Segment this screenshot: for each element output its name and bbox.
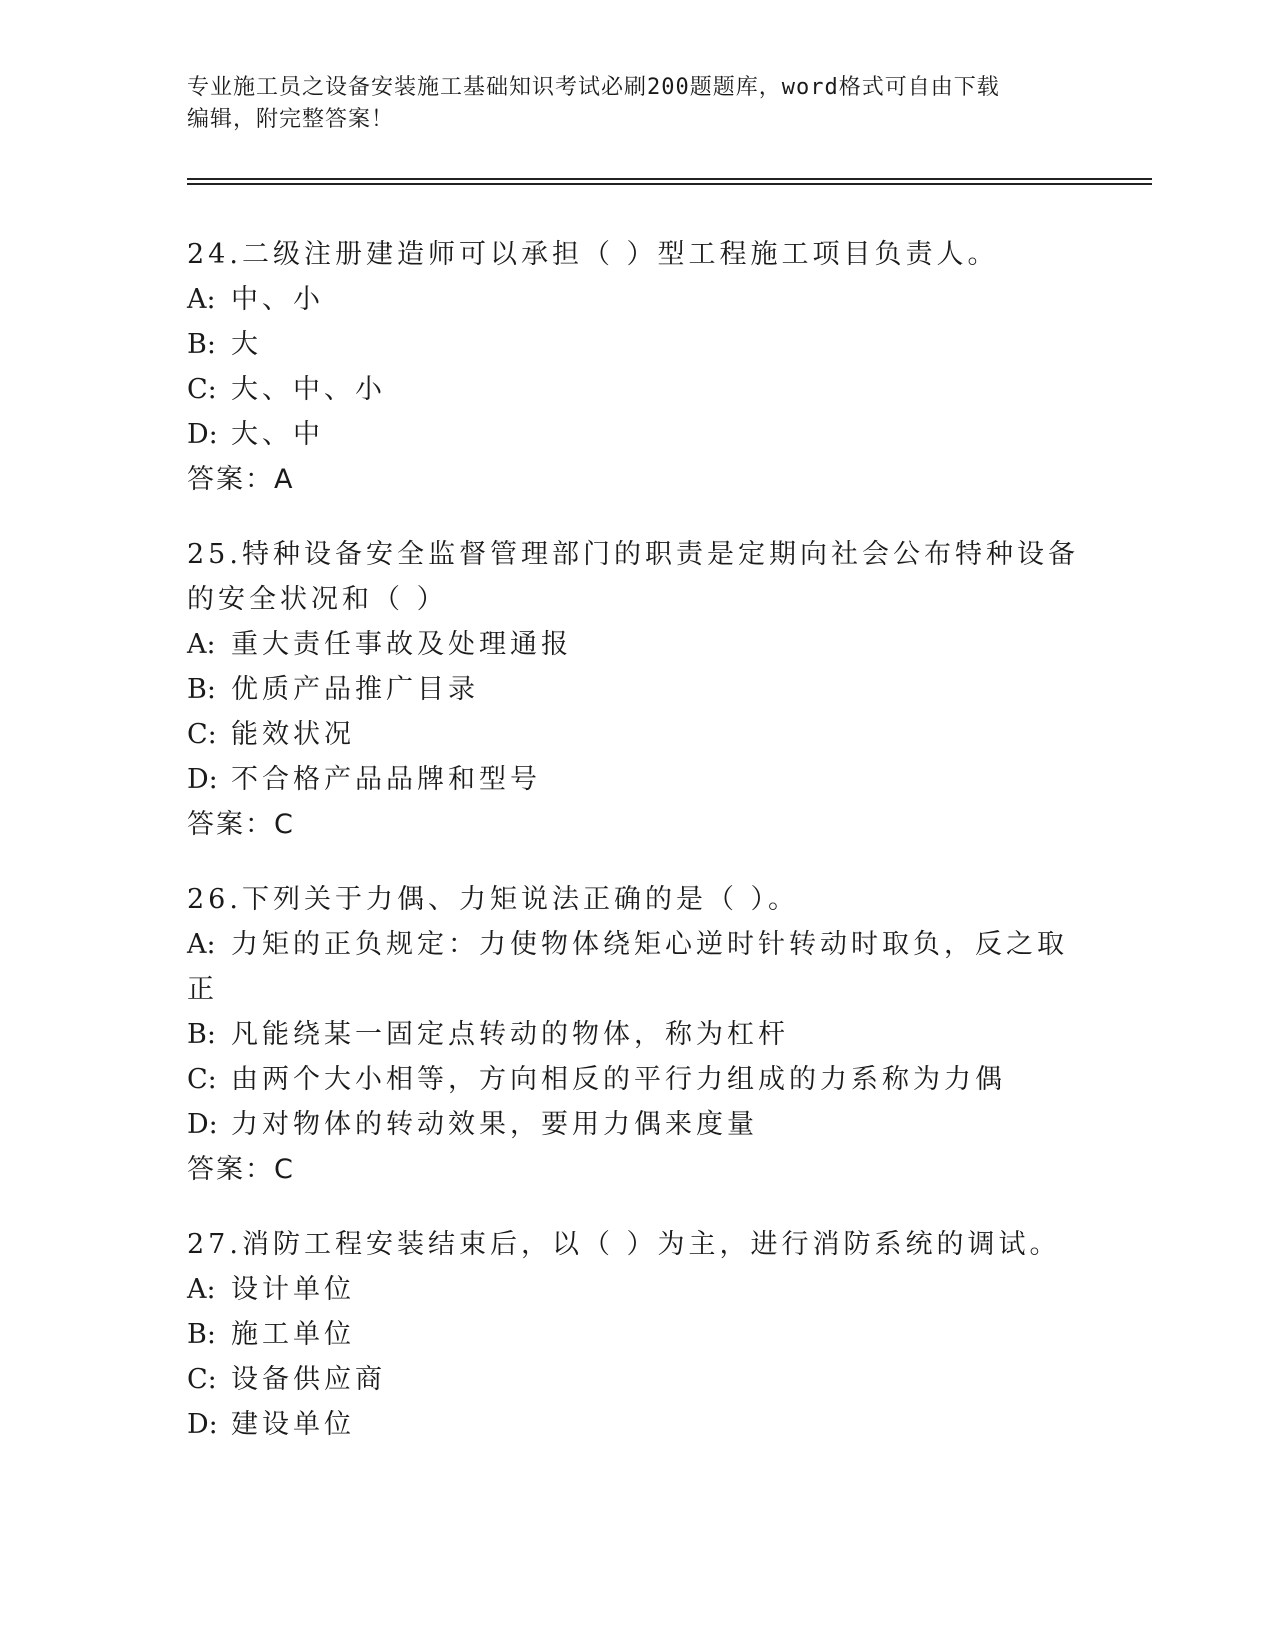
option-c: C: 大、中、小	[187, 374, 386, 405]
option-a: A: 力矩的正负规定：力使物体绕矩心逆时针转动时取负，反之取正	[187, 929, 1068, 1005]
question-25	[187, 532, 1087, 847]
question-title: 27.消防工程安装结束后，以（ ）为主，进行消防系统的调试。	[187, 1229, 1061, 1260]
answer-line: 答案：C	[187, 809, 295, 840]
answer-line: 答案：A	[187, 464, 295, 495]
question-24	[187, 232, 1087, 502]
header-line-2: 编辑，附完整答案！	[187, 107, 395, 132]
option-a: A: 中、小	[187, 284, 324, 315]
option-a: A: 设计单位	[187, 1274, 355, 1305]
option-c: C: 由两个大小相等，方向相反的平行力组成的力系称为力偶	[187, 1064, 1006, 1095]
header-divider-top	[187, 178, 1152, 180]
question-title: 24.二级注册建造师可以承担（ ）型工程施工项目负责人。	[187, 239, 999, 270]
option-b: B: 优质产品推广目录	[187, 674, 479, 705]
answer-line: 答案：C	[187, 1154, 295, 1185]
option-d: D: 力对物体的转动效果，要用力偶来度量	[187, 1109, 758, 1140]
option-d: D: 不合格产品品牌和型号	[187, 764, 541, 795]
option-c: C: 能效状况	[187, 719, 355, 750]
option-c: C: 设备供应商	[187, 1364, 386, 1395]
option-d: D: 建设单位	[187, 1409, 355, 1440]
document-header	[187, 72, 1077, 136]
question-27	[187, 1222, 1087, 1447]
option-d: D: 大、中	[187, 419, 324, 450]
option-a: A: 重大责任事故及处理通报	[187, 629, 572, 660]
question-list	[187, 232, 1087, 1477]
question-title: 26.下列关于力偶、力矩说法正确的是（ ）。	[187, 884, 800, 915]
header-divider-bottom	[187, 183, 1152, 185]
question-title: 25.特种设备安全监督管理部门的职责是定期向社会公布特种设备的安全状况和（ ）	[187, 539, 1079, 615]
option-b: B: 大	[187, 329, 262, 360]
option-b: B: 凡能绕某一固定点转动的物体，称为杠杆	[187, 1019, 789, 1050]
header-line-1: 专业施工员之设备安装施工基础知识考试必刷200题题库，word格式可自由下载	[187, 75, 1000, 100]
option-b: B: 施工单位	[187, 1319, 355, 1350]
question-26	[187, 877, 1087, 1192]
